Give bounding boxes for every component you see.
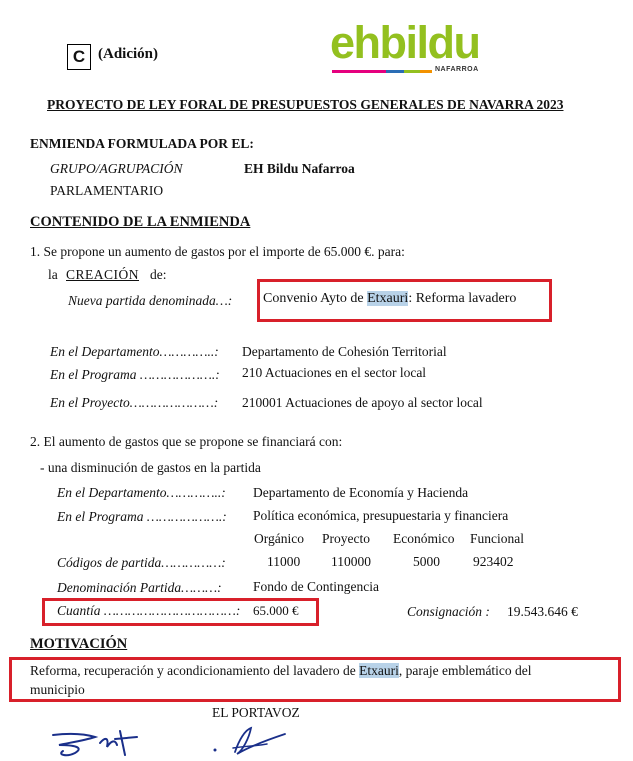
parlamentario-label: PARLAMENTARIO [50,183,164,198]
logo-subtitle: NAFARROA [435,66,479,73]
nueva-partida-text: Convenio Ayto de [263,291,368,306]
code-organico: 11000 [267,554,301,569]
logo-stripe [404,70,420,73]
signature-2 [205,722,295,760]
highlight-box-partida [257,279,552,322]
motivacion-text-end: , paraje emblemático del [398,663,532,678]
codigos-label: Códigos de partida……………: [57,555,226,570]
code-economico: 5000 [413,554,440,569]
motivacion-text: Reforma, recuperación y acondicionamiento del lavadero de [30,663,360,678]
col-proyecto: Proyecto [322,531,370,546]
code-proyecto: 110000 [331,554,371,569]
nueva-partida-text-end: : Reforma lavadero [408,291,517,306]
grupo-label: GRUPO/AGRUPACIÓN [50,161,183,176]
motivacion-line-2: municipio [30,682,85,697]
consignacion-value: 19.543.646 € [507,604,578,619]
creacion-label: CREACIÓN [66,267,140,282]
programa-label: En el Programa ……………….: [50,367,220,382]
code-funcional: 923402 [473,554,514,569]
fin-programa-value: Política económica, presupuestaria y financiera [253,508,509,523]
proyecto-label: En el Proyecto…………………: [50,395,219,410]
item-2: 2. El aumento de gastos que se propone se financiará con: [30,434,343,449]
fin-dept-label: En el Departamento…………..: [57,485,226,500]
formulada-heading: ENMIENDA FORMULADA POR EL: [30,136,254,151]
logo-wordmark: ehbildu [330,17,480,68]
proyecto-value: 210001 Actuaciones de apoyo al sector local [242,395,483,410]
logo-stripe [386,70,404,73]
contenido-heading: CONTENIDO DE LA ENMIENDA [30,214,251,230]
document-title: PROYECTO DE LEY FORAL DE PRESUPUESTOS GENERALES DE NAVARRA 2023 [47,97,564,112]
col-organico: Orgánico [254,531,304,546]
nueva-partida-label: Nueva partida denominada…: [68,293,233,308]
highlighted-etxauri: Etxauri [367,291,409,306]
denominacion-value: Fondo de Contingencia [253,579,379,594]
item-1: 1. Se propone un aumento de gastos por el importe de 65.000 €. para: [30,244,405,259]
highlight-box-motivacion [9,657,621,702]
logo-stripe [360,70,386,73]
letter-c-box: C [67,44,91,70]
disminucion-text: - una disminución de gastos en la partida [40,460,261,475]
motivacion-heading: MOTIVACIÓN [30,636,128,652]
addition-label: (Adición) [98,46,158,62]
fin-programa-label: En el Programa ……………….: [57,509,227,524]
signature-1 [45,725,165,761]
portavoz-label: EL PORTAVOZ [212,705,300,720]
dept-value: Departamento de Cohesión Territorial [242,344,447,359]
col-funcional: Funcional [470,531,524,546]
col-economico: Económico [393,531,455,546]
dept-label: En el Departamento…………..: [50,344,219,359]
logo-stripe [420,70,432,73]
fin-dept-value: Departamento de Economía y Hacienda [253,485,469,500]
la-text: la [48,267,58,282]
cuantia-value: 65.000 € [253,603,299,618]
denominacion-label: Denominación Partida………: [57,580,222,595]
consignacion-label: Consignación : [407,604,490,619]
programa-value: 210 Actuaciones en el sector local [242,365,427,380]
highlight-box-cuantia [42,598,319,626]
de-text: de: [150,267,167,282]
grupo-value: EH Bildu Nafarroa [244,161,355,176]
logo-stripe [332,70,360,73]
cuantia-label: Cuantía ……………………………: [57,603,241,618]
highlighted-etxauri-2: Etxauri [359,663,399,678]
